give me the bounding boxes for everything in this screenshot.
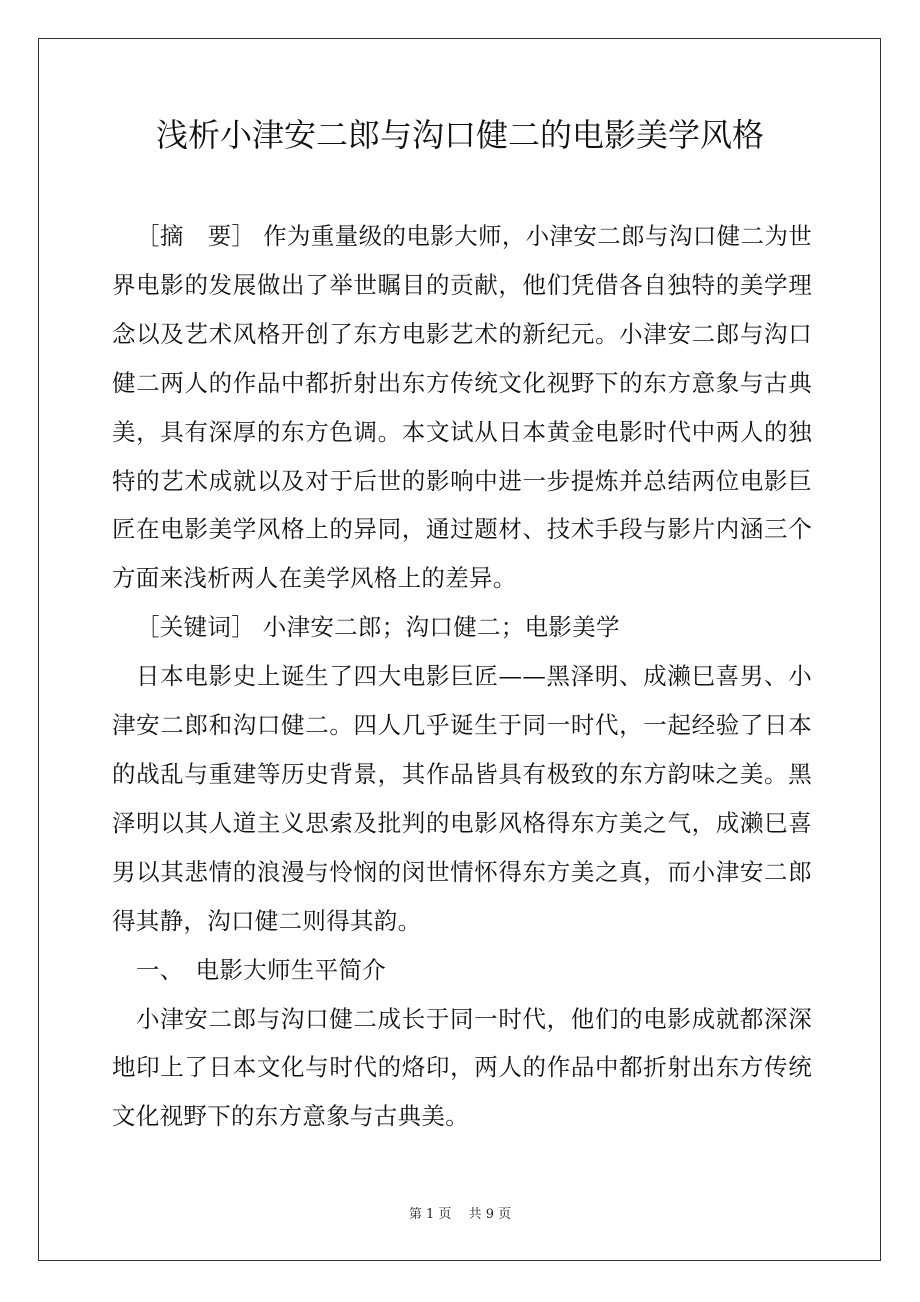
keywords-paragraph: ［关键词］ 小津安二郎；沟口健二；电影美学: [136, 613, 620, 642]
section-heading: 一、 电影大师生平简介: [136, 955, 387, 984]
page-footer: [0, 1206, 920, 1224]
page-number: 第 1 页 共 9 页: [408, 1207, 512, 1222]
abstract-paragraph: ［摘 要］ 作为重量级的电影大师，小津安二郎与沟口健二为世界电影的发展做出了举世瞩目的贡献，他们凭借各自独特的美学理念以及艺术风格开创了东方电影艺术的新纪元。小津安二郎与沟口健二两人的作品中都折射出东方传统文化视野下的东方意象与古典美，具有深厚的东方色调。本文试从日本黄金电影时代中两人的独特的艺术成就以及对于后世的影响中进一步提炼并总结两位电影巨匠在电影美学风格上的异同，通过题材、技术手段与影片内涵三个方面来浅析两人在美学风格上的差异。: [112, 222, 812, 593]
section-paragraph: 小津安二郎与沟口健二成长于同一时代，他们的电影成就都深深地印上了日本文化与时代的烙印，两人的作品中都折射出东方传统文化视野下的东方意象与古典美。: [112, 1004, 812, 1131]
intro-paragraph: 日本电影史上诞生了四大电影巨匠——黑泽明、成濑巳喜男、小津安二郎和沟口健二。四人几乎诞生于同一时代，一起经验了日本的战乱与重建等历史背景，其作品皆具有极致的东方韵味之美。黑泽明以其人道主义思索及批判的电影风格得东方美之气，成濑巳喜男以其悲情的浪漫与怜悯的闵世情怀得东方美之真，而小津安二郎得其静，沟口健二则得其韵。: [112, 662, 812, 935]
document-title: 浅析小津安二郎与沟口健二的电影美学风格: [155, 116, 764, 154]
document-body: [112, 212, 812, 1141]
